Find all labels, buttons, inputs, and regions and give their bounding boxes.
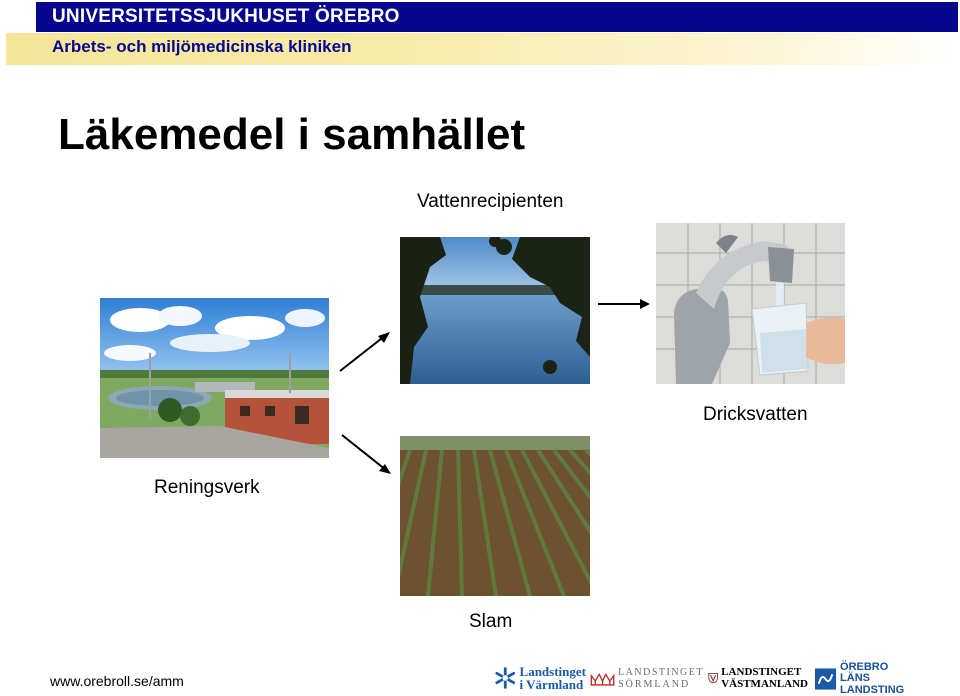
treatment-plant-photo bbox=[100, 298, 329, 458]
logo-text: LANDSTINGET bbox=[618, 667, 704, 678]
shield-icon bbox=[708, 665, 718, 691]
logo-text: ÖREBRO LÄNS bbox=[840, 661, 889, 684]
footer-url[interactable]: www.orebroll.se/amm bbox=[50, 673, 184, 689]
snowflake-icon bbox=[494, 666, 517, 690]
page-title: Läkemedel i samhället bbox=[58, 110, 526, 159]
logo-text: SÖRMLAND bbox=[618, 679, 691, 690]
landstinget-varmland-logo bbox=[494, 664, 586, 692]
arrow-to-field bbox=[338, 430, 396, 478]
caption-water-recipient: Vattenrecipienten bbox=[417, 191, 564, 212]
caption-sludge: Slam bbox=[469, 611, 513, 632]
caption-treatment-plant: Reningsverk bbox=[154, 477, 260, 498]
arrow-to-faucet bbox=[596, 296, 652, 312]
lake-photo bbox=[400, 237, 590, 384]
orebro-lans-landsting-logo bbox=[814, 661, 918, 696]
logo-text: LANDSTING bbox=[840, 684, 905, 696]
faucet-photo bbox=[656, 223, 845, 384]
landstinget-sormland-logo bbox=[590, 666, 704, 692]
arrow-to-lake bbox=[336, 326, 396, 376]
field-photo bbox=[400, 436, 590, 596]
landstinget-vastmanland-logo bbox=[708, 664, 808, 692]
crown-icon bbox=[590, 668, 615, 690]
logo-text: i Värmland bbox=[519, 677, 584, 692]
institution-name: UNIVERSITETSSJUKHUSET ÖREBRO bbox=[52, 6, 400, 27]
emblem-icon bbox=[814, 667, 837, 691]
department-name: Arbets- och miljömedicinska kliniken bbox=[52, 37, 352, 56]
logo-text: Landstinget bbox=[519, 664, 586, 679]
caption-drinking-water: Dricksvatten bbox=[703, 404, 808, 425]
logo-text: LANDSTINGET bbox=[721, 665, 802, 678]
logo-text: VÄSTMANLAND bbox=[721, 677, 808, 690]
